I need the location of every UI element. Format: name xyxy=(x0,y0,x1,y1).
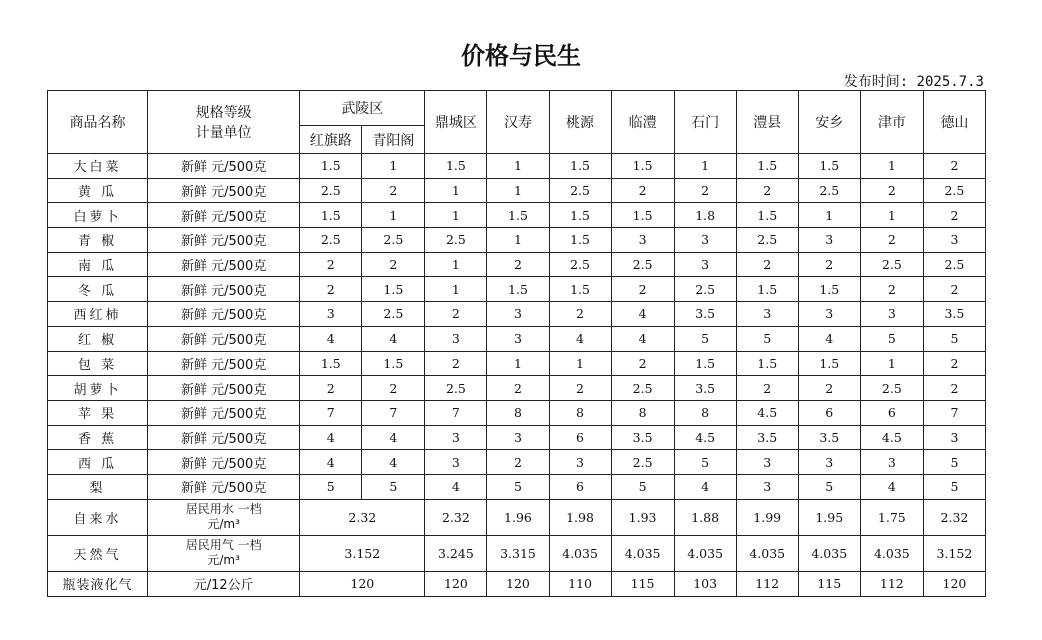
price-cell: 1.98 xyxy=(549,499,611,535)
price-cell: 2 xyxy=(362,376,425,401)
price-cell: 2 xyxy=(487,252,549,277)
price-cell: 1.5 xyxy=(300,203,362,228)
header-product: 商品名称 xyxy=(48,91,148,154)
price-cell: 1 xyxy=(860,203,923,228)
header-qingyangge: 青阳阁 xyxy=(362,126,425,154)
price-cell: 1.5 xyxy=(798,277,860,302)
row-name: 天然气 xyxy=(48,535,148,571)
price-cell: 4 xyxy=(611,302,674,327)
header-region: 汉寿 xyxy=(487,91,549,154)
price-cell: 1 xyxy=(425,252,487,277)
price-cell: 1 xyxy=(487,351,549,376)
price-cell: 3.245 xyxy=(425,535,487,571)
price-cell: 1.93 xyxy=(611,499,674,535)
price-cell: 2 xyxy=(674,178,736,203)
price-cell: 1.5 xyxy=(487,203,549,228)
product-spec: 新鲜 元/500克 xyxy=(148,302,300,327)
table-row xyxy=(48,178,986,203)
row-spec-line2: 元/m³ xyxy=(207,553,240,568)
price-cell: 2.5 xyxy=(611,376,674,401)
price-cell: 3.5 xyxy=(923,302,985,327)
price-cell: 4.035 xyxy=(736,535,798,571)
price-cell: 1 xyxy=(362,203,425,228)
price-cell: 1.5 xyxy=(549,277,611,302)
price-cell: 4 xyxy=(425,474,487,499)
price-cell: 3.315 xyxy=(487,535,549,571)
price-cell: 6 xyxy=(798,400,860,425)
price-cell: 5 xyxy=(300,474,362,499)
price-cell: 3 xyxy=(300,302,362,327)
price-cell: 1 xyxy=(425,178,487,203)
product-spec: 新鲜 元/500克 xyxy=(148,474,300,499)
price-cell: 1 xyxy=(860,154,923,179)
price-cell: 1.5 xyxy=(674,351,736,376)
price-cell: 3 xyxy=(425,425,487,450)
row-spec: 元/12公斤 xyxy=(148,571,300,596)
price-cell: 2 xyxy=(611,277,674,302)
price-cell: 115 xyxy=(798,571,860,596)
price-cell: 2.5 xyxy=(300,178,362,203)
header-region: 德山 xyxy=(923,91,985,154)
price-cell: 3 xyxy=(611,228,674,253)
product-name: 西 瓜 xyxy=(48,450,148,475)
price-cell: 120 xyxy=(487,571,549,596)
price-cell: 3 xyxy=(425,326,487,351)
price-cell: 3 xyxy=(736,302,798,327)
price-cell: 3.5 xyxy=(611,425,674,450)
product-name: 白萝卜 xyxy=(48,203,148,228)
price-cell: 2 xyxy=(736,178,798,203)
header-region: 桃源 xyxy=(549,91,611,154)
table-row-natgas xyxy=(48,535,986,571)
price-cell: 3 xyxy=(798,302,860,327)
price-cell: 2.5 xyxy=(549,252,611,277)
row-spec-line2: 元/m³ xyxy=(207,517,240,532)
header-region: 澧县 xyxy=(736,91,798,154)
price-cell: 1 xyxy=(549,351,611,376)
price-cell: 8 xyxy=(611,400,674,425)
price-cell: 5 xyxy=(362,474,425,499)
price-cell: 112 xyxy=(860,571,923,596)
price-cell: 2 xyxy=(923,351,985,376)
price-cell: 3 xyxy=(487,326,549,351)
price-cell: 1.5 xyxy=(736,154,798,179)
price-cell: 2.5 xyxy=(923,178,985,203)
price-cell: 2.5 xyxy=(798,178,860,203)
product-name: 包 菜 xyxy=(48,351,148,376)
price-cell: 2.5 xyxy=(860,376,923,401)
price-cell: 2 xyxy=(549,376,611,401)
price-cell: 2 xyxy=(923,376,985,401)
price-cell: 2 xyxy=(487,450,549,475)
header-wuling: 武陵区 xyxy=(300,91,425,126)
product-spec: 新鲜 元/500克 xyxy=(148,178,300,203)
price-cell: 8 xyxy=(549,400,611,425)
product-spec: 新鲜 元/500克 xyxy=(148,351,300,376)
price-cell: 5 xyxy=(923,326,985,351)
product-spec: 新鲜 元/500克 xyxy=(148,400,300,425)
price-cell: 4.5 xyxy=(860,425,923,450)
header-region: 安乡 xyxy=(798,91,860,154)
price-cell: 3.5 xyxy=(674,302,736,327)
price-cell: 3 xyxy=(736,474,798,499)
price-cell: 5 xyxy=(923,474,985,499)
product-spec: 新鲜 元/500克 xyxy=(148,425,300,450)
price-cell: 6 xyxy=(549,474,611,499)
price-cell: 2.32 xyxy=(300,499,425,535)
price-cell: 3 xyxy=(425,450,487,475)
price-cell: 2 xyxy=(860,228,923,253)
price-cell: 120 xyxy=(923,571,985,596)
price-cell: 103 xyxy=(674,571,736,596)
header-spec-line1: 规格等级 xyxy=(195,105,252,121)
product-spec: 新鲜 元/500克 xyxy=(148,326,300,351)
price-cell: 1.96 xyxy=(487,499,549,535)
price-cell: 2.5 xyxy=(674,277,736,302)
product-spec: 新鲜 元/500克 xyxy=(148,252,300,277)
product-name: 冬 瓜 xyxy=(48,277,148,302)
price-cell: 8 xyxy=(674,400,736,425)
price-cell: 4.5 xyxy=(736,400,798,425)
price-cell: 2.5 xyxy=(611,450,674,475)
row-spec xyxy=(148,499,300,535)
price-cell: 1.5 xyxy=(736,277,798,302)
price-cell: 5 xyxy=(923,450,985,475)
price-cell: 2 xyxy=(549,302,611,327)
header-region: 津市 xyxy=(860,91,923,154)
price-cell: 1.5 xyxy=(487,277,549,302)
price-cell: 3 xyxy=(860,302,923,327)
price-cell: 3 xyxy=(923,228,985,253)
price-cell: 3.5 xyxy=(674,376,736,401)
price-cell: 2.5 xyxy=(860,252,923,277)
price-cell: 5 xyxy=(487,474,549,499)
page-title: 价格与民生 xyxy=(461,42,581,70)
price-cell: 2 xyxy=(487,376,549,401)
price-cell: 4 xyxy=(300,450,362,475)
price-cell: 2 xyxy=(362,252,425,277)
price-cell: 2 xyxy=(923,203,985,228)
product-spec: 新鲜 元/500克 xyxy=(148,450,300,475)
row-name: 瓶装液化气 xyxy=(48,571,148,596)
price-cell: 4 xyxy=(611,326,674,351)
price-cell: 1.5 xyxy=(611,154,674,179)
price-cell: 5 xyxy=(798,474,860,499)
price-table xyxy=(47,90,986,597)
header-region: 临澧 xyxy=(611,91,674,154)
price-cell: 1.5 xyxy=(549,228,611,253)
table-row xyxy=(48,351,986,376)
header-spec xyxy=(148,91,300,154)
price-cell: 6 xyxy=(860,400,923,425)
price-cell: 1 xyxy=(487,228,549,253)
price-cell: 1 xyxy=(362,154,425,179)
row-spec-line1: 居民用水 一档 xyxy=(185,502,262,517)
price-cell: 1 xyxy=(487,154,549,179)
price-cell: 120 xyxy=(300,571,425,596)
price-cell: 2 xyxy=(736,252,798,277)
header-region: 鼎城区 xyxy=(425,91,487,154)
price-cell: 2.5 xyxy=(923,252,985,277)
product-spec: 新鲜 元/500克 xyxy=(148,376,300,401)
price-cell: 7 xyxy=(425,400,487,425)
price-cell: 2.5 xyxy=(425,228,487,253)
price-cell: 1.5 xyxy=(362,351,425,376)
header-spec-line2: 计量单位 xyxy=(195,125,252,141)
product-name: 大白菜 xyxy=(48,154,148,179)
table-row xyxy=(48,277,986,302)
row-spec xyxy=(148,535,300,571)
product-spec: 新鲜 元/500克 xyxy=(148,228,300,253)
price-cell: 4 xyxy=(549,326,611,351)
price-cell: 4 xyxy=(362,326,425,351)
price-cell: 1 xyxy=(860,351,923,376)
product-name: 红 椒 xyxy=(48,326,148,351)
product-name: 苹 果 xyxy=(48,400,148,425)
product-name: 香 蕉 xyxy=(48,425,148,450)
price-cell: 4 xyxy=(674,474,736,499)
price-cell: 4 xyxy=(300,425,362,450)
price-cell: 2.5 xyxy=(362,228,425,253)
price-cell: 1.88 xyxy=(674,499,736,535)
price-cell: 1 xyxy=(674,154,736,179)
price-cell: 2 xyxy=(798,252,860,277)
price-cell: 2 xyxy=(798,376,860,401)
price-cell: 3 xyxy=(736,450,798,475)
price-cell: 3.152 xyxy=(300,535,425,571)
header-hongqilu: 红旗路 xyxy=(300,126,362,154)
price-cell: 2.5 xyxy=(425,376,487,401)
price-cell: 2.5 xyxy=(611,252,674,277)
price-cell: 1.8 xyxy=(674,203,736,228)
price-cell: 1 xyxy=(487,178,549,203)
price-cell: 1.5 xyxy=(611,203,674,228)
price-cell: 2 xyxy=(611,178,674,203)
price-cell: 1.5 xyxy=(300,351,362,376)
price-cell: 4.5 xyxy=(674,425,736,450)
price-cell: 4 xyxy=(300,326,362,351)
price-cell: 3 xyxy=(860,450,923,475)
price-cell: 2 xyxy=(923,154,985,179)
table-row-lpg xyxy=(48,571,986,596)
price-cell: 2 xyxy=(362,178,425,203)
price-cell: 2 xyxy=(300,252,362,277)
price-cell: 2 xyxy=(860,178,923,203)
product-spec: 新鲜 元/500克 xyxy=(148,277,300,302)
price-cell: 4.035 xyxy=(549,535,611,571)
price-cell: 1.95 xyxy=(798,499,860,535)
price-cell: 115 xyxy=(611,571,674,596)
table-row xyxy=(48,154,986,179)
product-name: 黄 瓜 xyxy=(48,178,148,203)
product-spec: 新鲜 元/500克 xyxy=(148,154,300,179)
price-cell: 1.5 xyxy=(362,277,425,302)
table-row xyxy=(48,474,986,499)
table-row xyxy=(48,326,986,351)
price-cell: 120 xyxy=(425,571,487,596)
product-name: 梨 xyxy=(48,474,148,499)
table-row xyxy=(48,400,986,425)
price-cell: 1.5 xyxy=(798,154,860,179)
price-cell: 6 xyxy=(549,425,611,450)
price-cell: 3.152 xyxy=(923,535,985,571)
table-row xyxy=(48,203,986,228)
table-row xyxy=(48,450,986,475)
price-cell: 3 xyxy=(798,228,860,253)
price-cell: 1.5 xyxy=(549,203,611,228)
price-cell: 2 xyxy=(923,277,985,302)
price-cell: 1 xyxy=(425,203,487,228)
price-cell: 3 xyxy=(798,450,860,475)
row-spec-line1: 居民用气 一档 xyxy=(185,538,262,553)
price-cell: 4 xyxy=(362,425,425,450)
price-cell: 2.5 xyxy=(736,228,798,253)
publish-date: 发布时间: 2025.7.3 xyxy=(843,74,984,90)
price-cell: 1.75 xyxy=(860,499,923,535)
price-cell: 1.99 xyxy=(736,499,798,535)
price-cell: 1.5 xyxy=(300,154,362,179)
price-cell: 1 xyxy=(798,203,860,228)
price-cell: 112 xyxy=(736,571,798,596)
price-cell: 2 xyxy=(425,351,487,376)
price-cell: 1.5 xyxy=(425,154,487,179)
table-row xyxy=(48,228,986,253)
table-row xyxy=(48,376,986,401)
price-cell: 2 xyxy=(300,277,362,302)
price-cell: 5 xyxy=(674,450,736,475)
price-cell: 2.32 xyxy=(923,499,985,535)
price-cell: 1.5 xyxy=(549,154,611,179)
price-cell: 2 xyxy=(300,376,362,401)
price-cell: 7 xyxy=(923,400,985,425)
header-region: 石门 xyxy=(674,91,736,154)
price-cell: 4 xyxy=(362,450,425,475)
table-row-water xyxy=(48,499,986,535)
price-cell: 3 xyxy=(674,252,736,277)
price-cell: 7 xyxy=(300,400,362,425)
price-cell: 3 xyxy=(487,425,549,450)
price-cell: 3 xyxy=(487,302,549,327)
table-row xyxy=(48,425,986,450)
product-name: 南 瓜 xyxy=(48,252,148,277)
price-cell: 2 xyxy=(611,351,674,376)
price-cell: 4.035 xyxy=(860,535,923,571)
price-cell: 4 xyxy=(860,474,923,499)
price-cell: 2 xyxy=(425,302,487,327)
price-cell: 2.5 xyxy=(300,228,362,253)
price-cell: 8 xyxy=(487,400,549,425)
row-name: 自来水 xyxy=(48,499,148,535)
price-cell: 1 xyxy=(425,277,487,302)
price-cell: 5 xyxy=(860,326,923,351)
price-cell: 1.5 xyxy=(798,351,860,376)
price-cell: 2 xyxy=(860,277,923,302)
price-cell: 3.5 xyxy=(798,425,860,450)
price-cell: 2.5 xyxy=(362,302,425,327)
price-cell: 2 xyxy=(736,376,798,401)
price-cell: 2.32 xyxy=(425,499,487,535)
price-cell: 7 xyxy=(362,400,425,425)
product-spec: 新鲜 元/500克 xyxy=(148,203,300,228)
price-cell: 3 xyxy=(674,228,736,253)
price-cell: 4.035 xyxy=(674,535,736,571)
product-name: 青 椒 xyxy=(48,228,148,253)
price-cell: 2.5 xyxy=(549,178,611,203)
price-cell: 5 xyxy=(611,474,674,499)
price-cell: 4 xyxy=(798,326,860,351)
price-cell: 1.5 xyxy=(736,203,798,228)
price-cell: 110 xyxy=(549,571,611,596)
price-cell: 1.5 xyxy=(736,351,798,376)
price-cell: 4.035 xyxy=(611,535,674,571)
price-cell: 3 xyxy=(923,425,985,450)
price-cell: 3.5 xyxy=(736,425,798,450)
price-cell: 4.035 xyxy=(798,535,860,571)
price-cell: 3 xyxy=(549,450,611,475)
price-cell: 5 xyxy=(736,326,798,351)
product-name: 西红柿 xyxy=(48,302,148,327)
product-name: 胡萝卜 xyxy=(48,376,148,401)
table-row xyxy=(48,302,986,327)
price-cell: 5 xyxy=(674,326,736,351)
table-row xyxy=(48,252,986,277)
